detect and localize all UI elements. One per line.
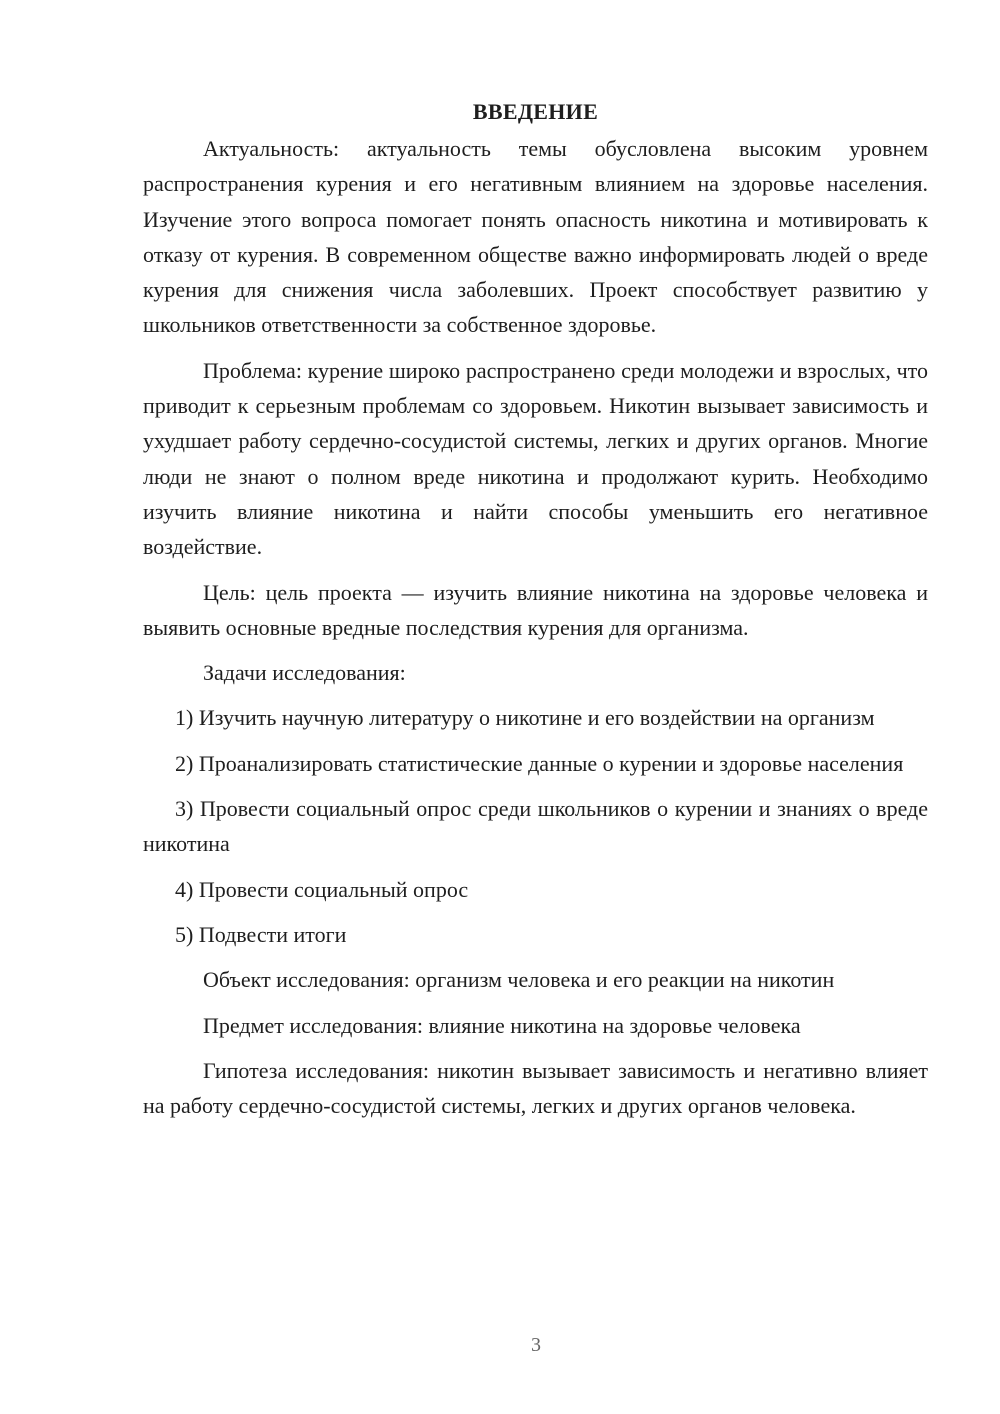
relevance-paragraph: Актуальность: актуальность темы обусловлена высоким уровнем распространения курения и его негативным влиянием на здоровье населения. Изучение этого вопроса помогает понять опасность никотина и мотивировать к отказу от курения. В современном обществе важно информировать людей о вреде курения для снижения числа заболевших. Проект способствует развитию у школьников ответственности за собственное здоровье. (143, 136, 928, 338)
page-number: 3 (531, 1334, 541, 1356)
list-item: 4) Провести социальный опрос (175, 876, 469, 902)
problem-paragraph: Проблема: курение широко распространено среди молодежи и взрослых, что приводит к серьезным проблемам со здоровьем. Никотин вызывает зависимость и ухудшает работу сердечно-сосудистой системы, легких и других органов. Многие люди не знают о полном вреде никотина и продолжают курить. Необходимо изучить влияние никотина и найти способы уменьшить его негативное воздействие. (143, 357, 928, 560)
subject-line: Предмет исследования: влияние никотина на здоровье человека (203, 1012, 801, 1038)
list-item: 1) Изучить научную литературу о никотине и его воздействии на организм (175, 705, 875, 731)
list-item: 5) Подвести итоги (175, 921, 347, 947)
list-item: 3) Провести социальный опрос среди школьников о курении и знаниях о вреде никотина (143, 796, 928, 857)
page-title: ВВЕДЕНИЕ (472, 99, 599, 124)
document-page (143, 94, 928, 1133)
goal-paragraph: Цель: цель проекта — изучить влияние никотина на здоровье человека и выявить основные вредные последствия курения для организма. (143, 579, 928, 640)
hypothesis-paragraph: Гипотеза исследования: никотин вызывает зависимость и негативно влияет на работу сердечно-сосудистой системы, легких и других органов человека. (143, 1057, 928, 1119)
tasks-title: Задачи исследования: (203, 660, 406, 686)
list-item: 2) Проанализировать статистические данные о курении и здоровье населения (175, 750, 904, 776)
object-line: Объект исследования: организм человека и его реакции на никотин (203, 967, 835, 993)
